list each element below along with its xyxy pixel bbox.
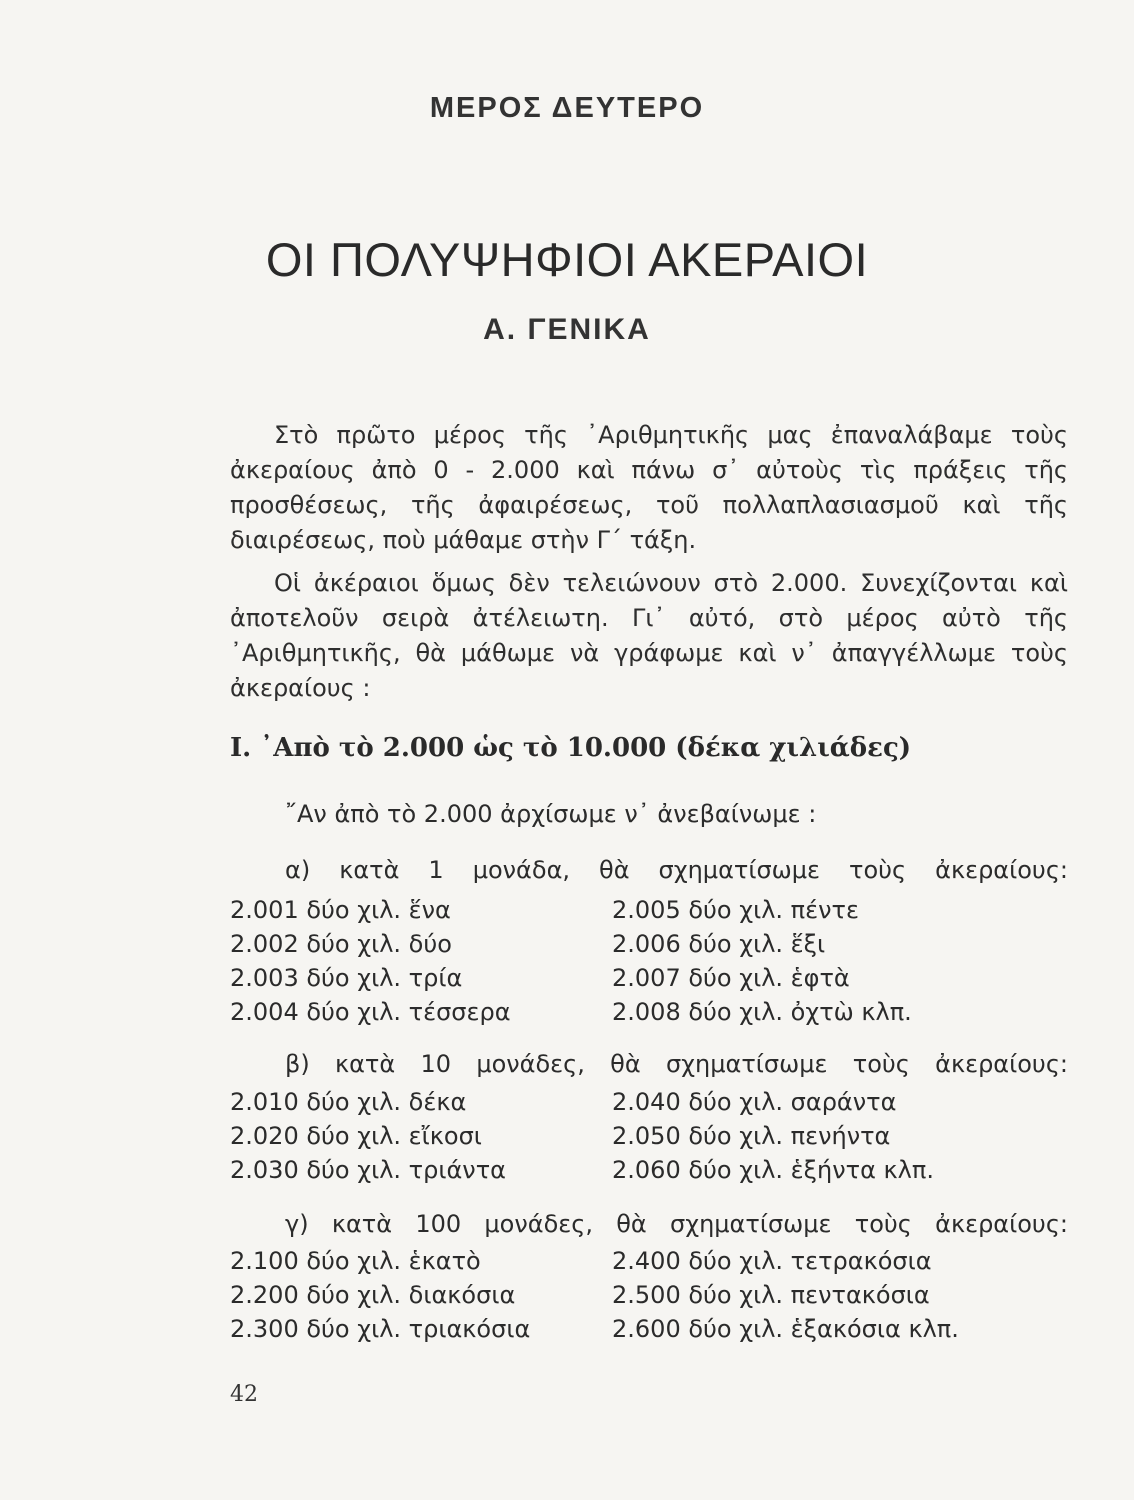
intro-paragraph-1: Στὸ πρῶτο μέρος τῆς ᾿Αριθμητικῆς μας ἐπαναλάβαμε τοὺς ἀκεραίους ἀπὸ 0 - 2.000 καὶ πάνω σ᾿ αὐτοὺς τὶς πράξεις τῆς προσθέσεως, τῆς ἀφαιρέσεως, τοῦ πολλαπλασιασμοῦ καὶ τῆς διαιρέσεως, ποὺ μάθαμε στὴν Γ΄ τάξη. bbox=[230, 421, 1068, 554]
section-heading: Α. ΓΕΝΙΚΑ bbox=[483, 313, 651, 346]
case-b-right-row: 2.060 δύο χιλ. ἑξήντα κλπ. bbox=[612, 1156, 934, 1184]
case-b-right-row: 2.040 δύο χιλ. σαράντα bbox=[612, 1088, 897, 1116]
part-heading: ΜΕΡΟΣ ΔΕΥΤΕΡΟ bbox=[429, 92, 705, 124]
case-a-label: α) κατὰ 1 μονάδα, θὰ σχηματίσωμε τοὺς ἀκεραίους: bbox=[285, 856, 1068, 884]
subsection-heading: Ι. ᾿Απὸ τὸ 2.000 ὡς τὸ 10.000 (δέκα χιλιάδες) bbox=[230, 733, 912, 763]
case-a-right-row: 2.006 δύο χιλ. ἕξι bbox=[612, 930, 826, 958]
case-c-label: γ) κατὰ 100 μονάδες, θὰ σχηματίσωμε τοὺς ἀκεραίους: bbox=[285, 1210, 1068, 1238]
case-b-label: β) κατὰ 10 μονάδες, θὰ σχηματίσωμε τοὺς ἀκεραίους: bbox=[285, 1050, 1068, 1078]
case-a-right-row: 2.008 δύο χιλ. ὀχτὼ κλπ. bbox=[612, 998, 912, 1026]
page-number: 42 bbox=[230, 1382, 258, 1407]
case-a-right-row: 2.005 δύο χιλ. πέντε bbox=[612, 896, 859, 924]
case-b-left-row: 2.030 δύο χιλ. τριάντα bbox=[230, 1156, 506, 1184]
case-b-left-row: 2.020 δύο χιλ. εἴκοσι bbox=[230, 1122, 482, 1150]
case-a-left-row: 2.002 δύο χιλ. δύο bbox=[230, 930, 452, 958]
case-c-left-row: 2.300 δύο χιλ. τριακόσια bbox=[230, 1315, 531, 1343]
case-c-left-row: 2.100 δύο χιλ. ἑκατὸ bbox=[230, 1247, 481, 1275]
case-b-right-row: 2.050 δύο χιλ. πενήντα bbox=[612, 1122, 891, 1150]
case-a-left-row: 2.003 δύο χιλ. τρία bbox=[230, 964, 463, 992]
case-a-right-row: 2.007 δύο χιλ. ἑφτὰ bbox=[612, 964, 850, 992]
intro-paragraph-2: Οἱ ἀκέραιοι ὅμως δὲν τελειώνουν στὸ 2.000. Συνεχίζονται καὶ ἀποτελοῦν σειρὰ ἀτέλειωτη. Γι᾿ αὐτό, στὸ μέρος αὐτὸ τῆς ᾿Αριθμητικῆς, θὰ μάθωμε νὰ γράφωμε καὶ ν᾿ ἀπαγγέλλωμε τοὺς ἀκεραίους : bbox=[230, 569, 1068, 702]
case-c-right-row: 2.400 δύο χιλ. τετρακόσια bbox=[612, 1247, 932, 1275]
case-c-left-row: 2.200 δύο χιλ. διακόσια bbox=[230, 1281, 516, 1309]
case-b-left-row: 2.010 δύο χιλ. δέκα bbox=[230, 1088, 467, 1116]
case-a-left-row: 2.001 δύο χιλ. ἕνα bbox=[230, 896, 451, 924]
case-c-right-row: 2.600 δύο χιλ. ἑξακόσια κλπ. bbox=[612, 1315, 959, 1343]
ascend-line: ῎Αν ἀπὸ τὸ 2.000 ἀρχίσωμε ν᾿ ἀνεβαίνωμε : bbox=[285, 800, 817, 828]
chapter-title: ΟΙ ΠΟΛΥΨΗΦΙΟΙ ΑΚΕΡΑΙΟΙ bbox=[265, 233, 869, 286]
case-c-right-row: 2.500 δύο χιλ. πεντακόσια bbox=[612, 1281, 930, 1309]
case-a-left-row: 2.004 δύο χιλ. τέσσερα bbox=[230, 998, 511, 1026]
